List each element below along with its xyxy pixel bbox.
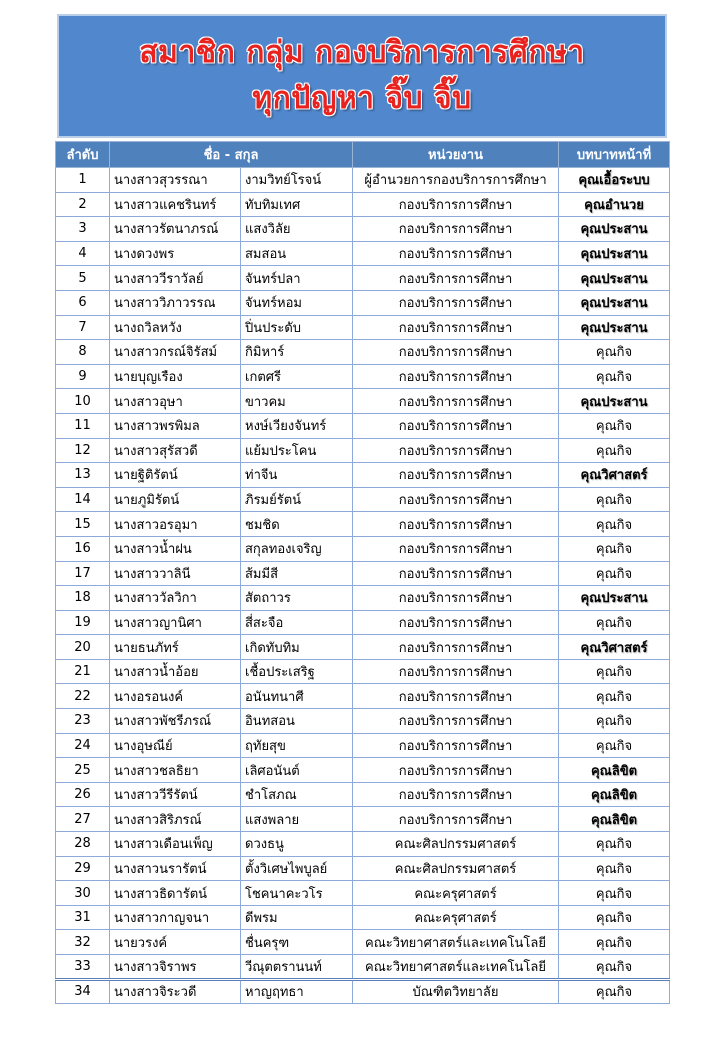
member-first-name: นางสาวน้ำฝน <box>110 536 241 561</box>
header-name: ชื่อ - สกุล <box>110 142 353 168</box>
member-unit: กองบริการการศึกษา <box>353 512 559 537</box>
member-first-name: นางถวิลหวัง <box>110 315 241 340</box>
table-row <box>56 881 670 906</box>
member-last-name: ขาวคม <box>241 389 353 414</box>
member-last-name: ปิ่นประดับ <box>241 315 353 340</box>
row-number: 6 <box>56 290 110 315</box>
member-last-name: เกิดทับทิม <box>241 635 353 660</box>
member-last-name: หาญฤทธา <box>241 979 353 1004</box>
row-number: 31 <box>56 905 110 930</box>
table-row <box>56 413 670 438</box>
member-unit: กองบริการการศึกษา <box>353 290 559 315</box>
table-row <box>56 389 670 414</box>
table-row <box>56 905 670 930</box>
member-unit: กองบริการการศึกษา <box>353 733 559 758</box>
row-number: 7 <box>56 315 110 340</box>
title-banner <box>57 14 667 138</box>
row-number: 23 <box>56 709 110 734</box>
row-number: 24 <box>56 733 110 758</box>
header-role: บทบาทหน้าที่ <box>559 142 670 168</box>
member-role: คุณประสาน <box>559 315 670 340</box>
table-row <box>56 782 670 807</box>
member-first-name: นางสาวญานิศา <box>110 610 241 635</box>
member-role: คุณกิจ <box>559 364 670 389</box>
member-unit: กองบริการการศึกษา <box>353 266 559 291</box>
row-number: 34 <box>56 979 110 1004</box>
member-role: คุณลิขิต <box>559 758 670 783</box>
member-role: คุณอำนวย <box>559 192 670 217</box>
member-unit: กองบริการการศึกษา <box>353 758 559 783</box>
member-last-name: สัตถาวร <box>241 586 353 611</box>
member-first-name: นางสาวกาญจนา <box>110 905 241 930</box>
member-unit: คณะวิทยาศาสตร์และเทคโนโลยี <box>353 930 559 955</box>
table-row <box>56 290 670 315</box>
member-unit: กองบริการการศึกษา <box>353 610 559 635</box>
member-role: คุณกิจ <box>559 955 670 980</box>
table-row <box>56 635 670 660</box>
member-role: คุณกิจ <box>559 979 670 1004</box>
member-first-name: นางสาวนรารัตน์ <box>110 856 241 881</box>
member-first-name: นายภูมิรัตน์ <box>110 487 241 512</box>
table-row <box>56 438 670 463</box>
table-row <box>56 832 670 857</box>
member-last-name: ดีพรม <box>241 905 353 930</box>
member-first-name: นางสาวชลธิยา <box>110 758 241 783</box>
member-role: คุณประสาน <box>559 586 670 611</box>
member-unit: คณะศิลปกรรมศาสตร์ <box>353 832 559 857</box>
member-last-name: ดวงธนู <box>241 832 353 857</box>
member-last-name: ชำโสภณ <box>241 782 353 807</box>
member-role: คุณกิจ <box>559 487 670 512</box>
member-last-name: เลิศอนันต์ <box>241 758 353 783</box>
table-row <box>56 955 670 980</box>
table-row <box>56 512 670 537</box>
member-last-name: ชมชิด <box>241 512 353 537</box>
header-unit: หน่วยงาน <box>353 142 559 168</box>
member-unit: บัณฑิตวิทยาลัย <box>353 979 559 1004</box>
member-unit: กองบริการการศึกษา <box>353 709 559 734</box>
member-last-name: จันทร์ปลา <box>241 266 353 291</box>
member-unit: กองบริการการศึกษา <box>353 561 559 586</box>
member-first-name: นางสาวรัตนาภรณ์ <box>110 217 241 242</box>
member-role: คุณเอื้อระบบ <box>559 168 670 193</box>
member-unit: กองบริการการศึกษา <box>353 782 559 807</box>
row-number: 10 <box>56 389 110 414</box>
member-first-name: นางอุษณีย์ <box>110 733 241 758</box>
member-unit: คณะครุศาสตร์ <box>353 905 559 930</box>
member-unit: กองบริการการศึกษา <box>353 463 559 488</box>
table-row <box>56 217 670 242</box>
table-row <box>56 168 670 193</box>
row-number: 22 <box>56 684 110 709</box>
member-unit: กองบริการการศึกษา <box>353 315 559 340</box>
member-last-name: เกตศรี <box>241 364 353 389</box>
row-number: 13 <box>56 463 110 488</box>
row-number: 8 <box>56 340 110 365</box>
member-role: คุณกิจ <box>559 512 670 537</box>
row-number: 16 <box>56 536 110 561</box>
row-number: 21 <box>56 659 110 684</box>
member-first-name: นางสาววีรีรัตน์ <box>110 782 241 807</box>
member-unit: กองบริการการศึกษา <box>353 586 559 611</box>
table-row <box>56 610 670 635</box>
table-row <box>56 930 670 955</box>
table-row <box>56 659 670 684</box>
table-row <box>56 758 670 783</box>
member-first-name: นายวรงค์ <box>110 930 241 955</box>
table-row <box>56 733 670 758</box>
member-unit: กองบริการการศึกษา <box>353 536 559 561</box>
member-last-name: อนันทนาศี <box>241 684 353 709</box>
member-role: คุณประสาน <box>559 389 670 414</box>
member-role: คุณกิจ <box>559 536 670 561</box>
row-number: 19 <box>56 610 110 635</box>
member-unit: คณะครุศาสตร์ <box>353 881 559 906</box>
member-first-name: นางสาวพรพิมล <box>110 413 241 438</box>
member-first-name: นางสาววีราวัลย์ <box>110 266 241 291</box>
member-role: คุณกิจ <box>559 610 670 635</box>
table-row <box>56 315 670 340</box>
member-last-name: งามวิทย์โรจน์ <box>241 168 353 193</box>
row-number: 30 <box>56 881 110 906</box>
member-unit: กองบริการการศึกษา <box>353 635 559 660</box>
member-role: คุณประสาน <box>559 217 670 242</box>
member-role: คุณประสาน <box>559 241 670 266</box>
row-number: 11 <box>56 413 110 438</box>
member-first-name: นางดวงพร <box>110 241 241 266</box>
member-first-name: นางสาวน้ำอ้อย <box>110 659 241 684</box>
member-role: คุณกิจ <box>559 413 670 438</box>
member-last-name: โชคนาคะวโร <box>241 881 353 906</box>
member-last-name: สมสอน <box>241 241 353 266</box>
member-last-name: ฤทัยสุข <box>241 733 353 758</box>
member-last-name: หงษ์เวียงจันทร์ <box>241 413 353 438</box>
member-role: คุณกิจ <box>559 832 670 857</box>
member-role: คุณกิจ <box>559 340 670 365</box>
table-row <box>56 979 670 1004</box>
member-first-name: นางสาวสุรัสวดี <box>110 438 241 463</box>
row-number: 14 <box>56 487 110 512</box>
table-row <box>56 463 670 488</box>
member-last-name: กิมิหาร์ <box>241 340 353 365</box>
member-last-name: ท่าจีน <box>241 463 353 488</box>
banner-title-line-2: ทุกปัญหา จิ๊บ จิ๊บ <box>252 81 472 116</box>
table-row <box>56 684 670 709</box>
member-unit: กองบริการการศึกษา <box>353 241 559 266</box>
row-number: 26 <box>56 782 110 807</box>
row-number: 18 <box>56 586 110 611</box>
member-last-name: ตั้งวิเศษไพบูลย์ <box>241 856 353 881</box>
member-role: คุณกิจ <box>559 733 670 758</box>
member-role: คุณกิจ <box>559 856 670 881</box>
member-unit: กองบริการการศึกษา <box>353 413 559 438</box>
member-unit: กองบริการการศึกษา <box>353 389 559 414</box>
member-table <box>55 141 670 1004</box>
member-unit: กองบริการการศึกษา <box>353 340 559 365</box>
member-unit: กองบริการการศึกษา <box>353 438 559 463</box>
member-role: คุณกิจ <box>559 561 670 586</box>
row-number: 20 <box>56 635 110 660</box>
member-last-name: จันทร์หอม <box>241 290 353 315</box>
member-last-name: สี่สะจือ <box>241 610 353 635</box>
member-last-name: วีณุตตรานนท์ <box>241 955 353 980</box>
member-unit: ผู้อำนวยการกองบริการการศึกษา <box>353 168 559 193</box>
member-role: คุณลิขิต <box>559 782 670 807</box>
member-first-name: นางสาวจิราพร <box>110 955 241 980</box>
member-unit: กองบริการการศึกษา <box>353 217 559 242</box>
member-first-name: นางสาวกรณ์จิรัสม์ <box>110 340 241 365</box>
banner-title-line-1: สมาชิก กลุ่ม กองบริการการศึกษา <box>139 35 585 70</box>
member-role: คุณกิจ <box>559 905 670 930</box>
row-number: 32 <box>56 930 110 955</box>
member-last-name: ส้มมีสี <box>241 561 353 586</box>
member-role: คุณลิขิต <box>559 807 670 832</box>
table-row <box>56 192 670 217</box>
table-row <box>56 340 670 365</box>
member-first-name: นางสาวอุษา <box>110 389 241 414</box>
member-unit: กองบริการการศึกษา <box>353 684 559 709</box>
member-first-name: นางสาวสิริภรณ์ <box>110 807 241 832</box>
member-first-name: นางสาวธิดารัตน์ <box>110 881 241 906</box>
member-first-name: นางสาววิภาวรรณ <box>110 290 241 315</box>
member-last-name: แย้มประโคน <box>241 438 353 463</box>
table-row <box>56 807 670 832</box>
table-row <box>56 487 670 512</box>
table-header-row <box>56 142 670 168</box>
row-number: 12 <box>56 438 110 463</box>
member-first-name: นางสาวเดือนเพ็ญ <box>110 832 241 857</box>
table-body <box>56 168 670 1004</box>
member-first-name: นางสาววัลวิกา <box>110 586 241 611</box>
member-role: คุณประสาน <box>559 266 670 291</box>
row-number: 33 <box>56 955 110 980</box>
row-number: 2 <box>56 192 110 217</box>
member-last-name: แสงพลาย <box>241 807 353 832</box>
row-number: 29 <box>56 856 110 881</box>
table-row <box>56 266 670 291</box>
member-role: คุณกิจ <box>559 684 670 709</box>
row-number: 9 <box>56 364 110 389</box>
member-unit: กองบริการการศึกษา <box>353 192 559 217</box>
member-role: คุณกิจ <box>559 659 670 684</box>
member-unit: กองบริการการศึกษา <box>353 487 559 512</box>
member-first-name: นางสาวแคชรินทร์ <box>110 192 241 217</box>
member-unit: กองบริการการศึกษา <box>353 807 559 832</box>
member-role: คุณกิจ <box>559 930 670 955</box>
row-number: 27 <box>56 807 110 832</box>
row-number: 15 <box>56 512 110 537</box>
member-first-name: นางสาวพัชรีภรณ์ <box>110 709 241 734</box>
member-last-name: สกุลทองเจริญ <box>241 536 353 561</box>
member-unit: คณะวิทยาศาสตร์และเทคโนโลยี <box>353 955 559 980</box>
member-first-name: นายธนภัทร์ <box>110 635 241 660</box>
table-row <box>56 364 670 389</box>
table-row <box>56 709 670 734</box>
row-number: 1 <box>56 168 110 193</box>
member-last-name: ทับทิมเทศ <box>241 192 353 217</box>
member-unit: กองบริการการศึกษา <box>353 364 559 389</box>
member-last-name: แสงวิลัย <box>241 217 353 242</box>
row-number: 17 <box>56 561 110 586</box>
member-unit: กองบริการการศึกษา <box>353 659 559 684</box>
member-role: คุณกิจ <box>559 438 670 463</box>
row-number: 5 <box>56 266 110 291</box>
table-row <box>56 536 670 561</box>
member-first-name: นางสาวอรอุมา <box>110 512 241 537</box>
table-row <box>56 856 670 881</box>
table-row <box>56 241 670 266</box>
member-role: คุณประสาน <box>559 290 670 315</box>
member-last-name: อินทสอน <box>241 709 353 734</box>
table-row <box>56 561 670 586</box>
member-first-name: นายฐิติรัตน์ <box>110 463 241 488</box>
member-role: คุณกิจ <box>559 709 670 734</box>
member-first-name: นางสาววาลินี <box>110 561 241 586</box>
row-number: 3 <box>56 217 110 242</box>
member-first-name: นางอรอนงค์ <box>110 684 241 709</box>
member-role: คุณวิศาสตร์ <box>559 463 670 488</box>
member-unit: คณะศิลปกรรมศาสตร์ <box>353 856 559 881</box>
row-number: 25 <box>56 758 110 783</box>
member-role: คุณวิศาสตร์ <box>559 635 670 660</box>
member-last-name: ภิรมย์รัตน์ <box>241 487 353 512</box>
row-number: 28 <box>56 832 110 857</box>
member-last-name: เชื้อประเสริฐ <box>241 659 353 684</box>
member-first-name: นางสาวจิระวดี <box>110 979 241 1004</box>
member-role: คุณกิจ <box>559 881 670 906</box>
row-number: 4 <box>56 241 110 266</box>
header-no: ลำดับ <box>56 142 110 168</box>
member-last-name: ชื่นครุฑ <box>241 930 353 955</box>
member-first-name: นางสาวสุวรรณา <box>110 168 241 193</box>
table-row <box>56 586 670 611</box>
member-first-name: นายบุญเรือง <box>110 364 241 389</box>
